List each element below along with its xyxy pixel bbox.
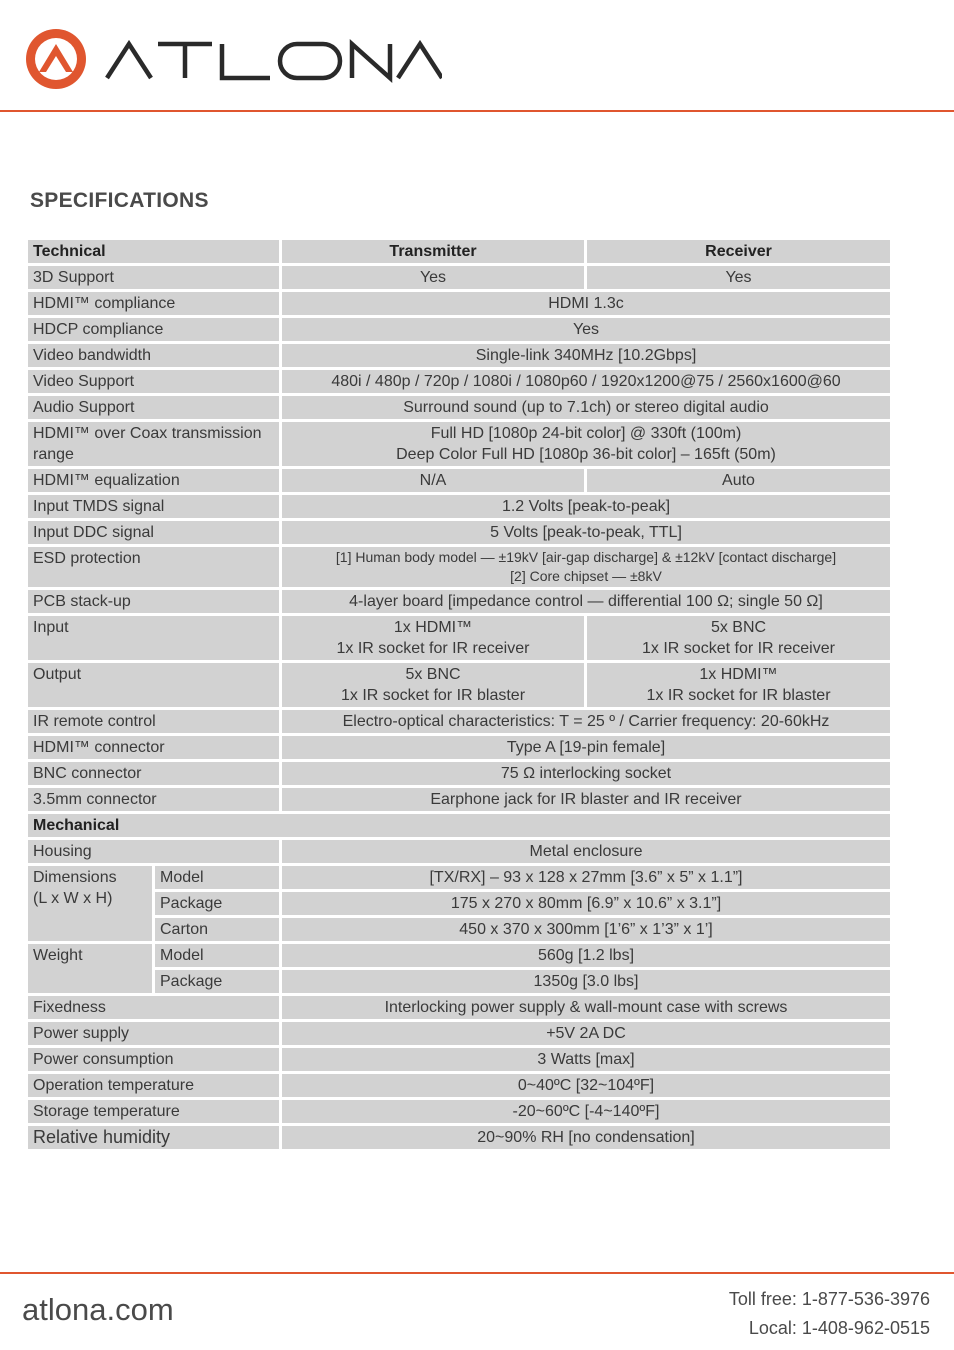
cell-transmitter: 5x BNC 1x IR socket for IR blaster — [282, 663, 584, 707]
table-row — [28, 970, 890, 993]
table-row — [28, 663, 890, 707]
header-divider — [0, 110, 954, 112]
cell-value: 20~90% RH [no condensation] — [282, 1126, 890, 1149]
row-label: Audio Support — [28, 396, 279, 419]
row-label: PCB stack-up — [28, 590, 279, 613]
header-technical: Technical — [28, 240, 279, 263]
row-label: Input DDC signal — [28, 521, 279, 544]
cell-receiver: 1x HDMI™ 1x IR socket for IR blaster — [587, 663, 890, 707]
row-label: Housing — [28, 840, 279, 863]
table-row — [28, 892, 890, 915]
table-row — [28, 422, 890, 466]
table-row — [28, 918, 890, 941]
row-label: BNC connector — [28, 762, 279, 785]
table-row — [28, 547, 890, 587]
row-label: HDMI™ connector — [28, 736, 279, 759]
row-label: Storage temperature — [28, 1100, 279, 1123]
header-transmitter: Transmitter — [282, 240, 584, 263]
cell-receiver: Yes — [587, 266, 890, 289]
table-row — [28, 292, 890, 315]
row-label: HDMI™ over Coax transmission range — [28, 422, 279, 466]
table-row — [28, 1126, 890, 1149]
page-title: SPECIFICATIONS — [30, 189, 209, 212]
table-row — [28, 762, 890, 785]
cell-value: -20~60ºC [-4~140ºF] — [282, 1100, 890, 1123]
row-label: Fixedness — [28, 996, 279, 1019]
table-row — [28, 521, 890, 544]
row-label: Relative humidity — [28, 1126, 279, 1149]
cell-value: Surround sound (up to 7.1ch) or stereo digital audio — [282, 396, 890, 419]
table-row — [28, 944, 890, 967]
table-row — [28, 736, 890, 759]
cell-value: 0~40ºC [32~104ºF] — [282, 1074, 890, 1097]
cell-value: 480i / 480p / 720p / 1080i / 1080p60 / 1920x1200@75 / 2560x1600@60 — [282, 370, 890, 393]
row-label: Power consumption — [28, 1048, 279, 1071]
row-label: Power supply — [28, 1022, 279, 1045]
row-label: 3.5mm connector — [28, 788, 279, 811]
website-link[interactable]: atlona.com — [22, 1292, 174, 1327]
cell-value: 5 Volts [peak-to-peak, TTL] — [282, 521, 890, 544]
table-row — [28, 866, 890, 889]
contact-phones — [729, 1285, 930, 1343]
row-label: IR remote control — [28, 710, 279, 733]
cell-value: 450 x 370 x 300mm [1’6” x 1’3” x 1’] — [282, 918, 890, 941]
table-row — [28, 344, 890, 367]
cell-value: 3 Watts [max] — [282, 1048, 890, 1071]
row-label: HDCP compliance — [28, 318, 279, 341]
section-title-mechanical: Mechanical — [28, 814, 890, 837]
cell-value: Interlocking power supply & wall-mount case with screws — [282, 996, 890, 1019]
specifications-table — [25, 237, 893, 1152]
cell-value: Full HD [1080p 24-bit color] @ 330ft (100m) Deep Color Full HD [1080p 36-bit color] – 165ft (50m) — [282, 422, 890, 466]
table-row — [28, 1048, 890, 1071]
cell-value: Earphone jack for IR blaster and IR receiver — [282, 788, 890, 811]
cell-value: Type A [19-pin female] — [282, 736, 890, 759]
row-label: Video Support — [28, 370, 279, 393]
sub-label: Package — [155, 892, 279, 915]
sub-label: Carton — [155, 918, 279, 941]
table-row — [28, 1074, 890, 1097]
table-header-row — [28, 240, 890, 263]
row-label: ESD protection — [28, 547, 279, 587]
sub-label: Model — [155, 944, 279, 967]
cell-receiver: Auto — [587, 469, 890, 492]
mechanical-section-row — [28, 814, 890, 837]
row-label-weight: Weight — [28, 944, 152, 993]
cell-value: 75 Ω interlocking socket — [282, 762, 890, 785]
cell-value: Metal enclosure — [282, 840, 890, 863]
table-row — [28, 396, 890, 419]
atlona-logo — [22, 24, 442, 94]
cell-transmitter: Yes — [282, 266, 584, 289]
row-label: Input — [28, 616, 279, 660]
row-label: Output — [28, 663, 279, 707]
footer-divider — [0, 1272, 954, 1274]
local-number: Local: 1-408-962-0515 — [748, 1318, 930, 1338]
row-label: Input TMDS signal — [28, 495, 279, 518]
row-label-dimensions: Dimensions (L x W x H) — [28, 866, 152, 941]
table-row — [28, 469, 890, 492]
cell-value: Single-link 340MHz [10.2Gbps] — [282, 344, 890, 367]
cell-value: 4-layer board [impedance control — differential 100 Ω; single 50 Ω] — [282, 590, 890, 613]
cell-receiver: 5x BNC 1x IR socket for IR receiver — [587, 616, 890, 660]
table-row — [28, 495, 890, 518]
table-row — [28, 616, 890, 660]
row-label: Operation temperature — [28, 1074, 279, 1097]
cell-value: Yes — [282, 318, 890, 341]
cell-value: +5V 2A DC — [282, 1022, 890, 1045]
table-row — [28, 788, 890, 811]
cell-value: 560g [1.2 lbs] — [282, 944, 890, 967]
table-row — [28, 266, 890, 289]
row-label: HDMI™ compliance — [28, 292, 279, 315]
table-row — [28, 710, 890, 733]
table-row — [28, 318, 890, 341]
toll-free-number: Toll free: 1-877-536-3976 — [728, 1289, 930, 1309]
table-row — [28, 1022, 890, 1045]
cell-value: [TX/RX] – 93 x 128 x 27mm [3.6” x 5” x 1.1”] — [282, 866, 890, 889]
table-row — [28, 1100, 890, 1123]
cell-transmitter: 1x HDMI™ 1x IR socket for IR receiver — [282, 616, 584, 660]
row-label: Video bandwidth — [28, 344, 279, 367]
table-row — [28, 590, 890, 613]
header-receiver: Receiver — [587, 240, 890, 263]
table-row — [28, 370, 890, 393]
sub-label: Package — [155, 970, 279, 993]
table-row — [28, 840, 890, 863]
cell-value: [1] Human body model — ±19kV [air-gap discharge] & ±12kV [contact discharge] [2] Core chipset — ±8kV — [282, 547, 890, 587]
cell-value: HDMI 1.3c — [282, 292, 890, 315]
cell-transmitter: N/A — [282, 469, 584, 492]
sub-label: Model — [155, 866, 279, 889]
row-label: HDMI™ equalization — [28, 469, 279, 492]
cell-value: 1.2 Volts [peak-to-peak] — [282, 495, 890, 518]
cell-value: Electro-optical characteristics: T = 25 º / Carrier frequency: 20-60kHz — [282, 710, 890, 733]
row-label: 3D Support — [28, 266, 279, 289]
cell-value: 175 x 270 x 80mm [6.9” x 10.6” x 3.1”] — [282, 892, 890, 915]
table-row — [28, 996, 890, 1019]
cell-value: 1350g [3.0 lbs] — [282, 970, 890, 993]
